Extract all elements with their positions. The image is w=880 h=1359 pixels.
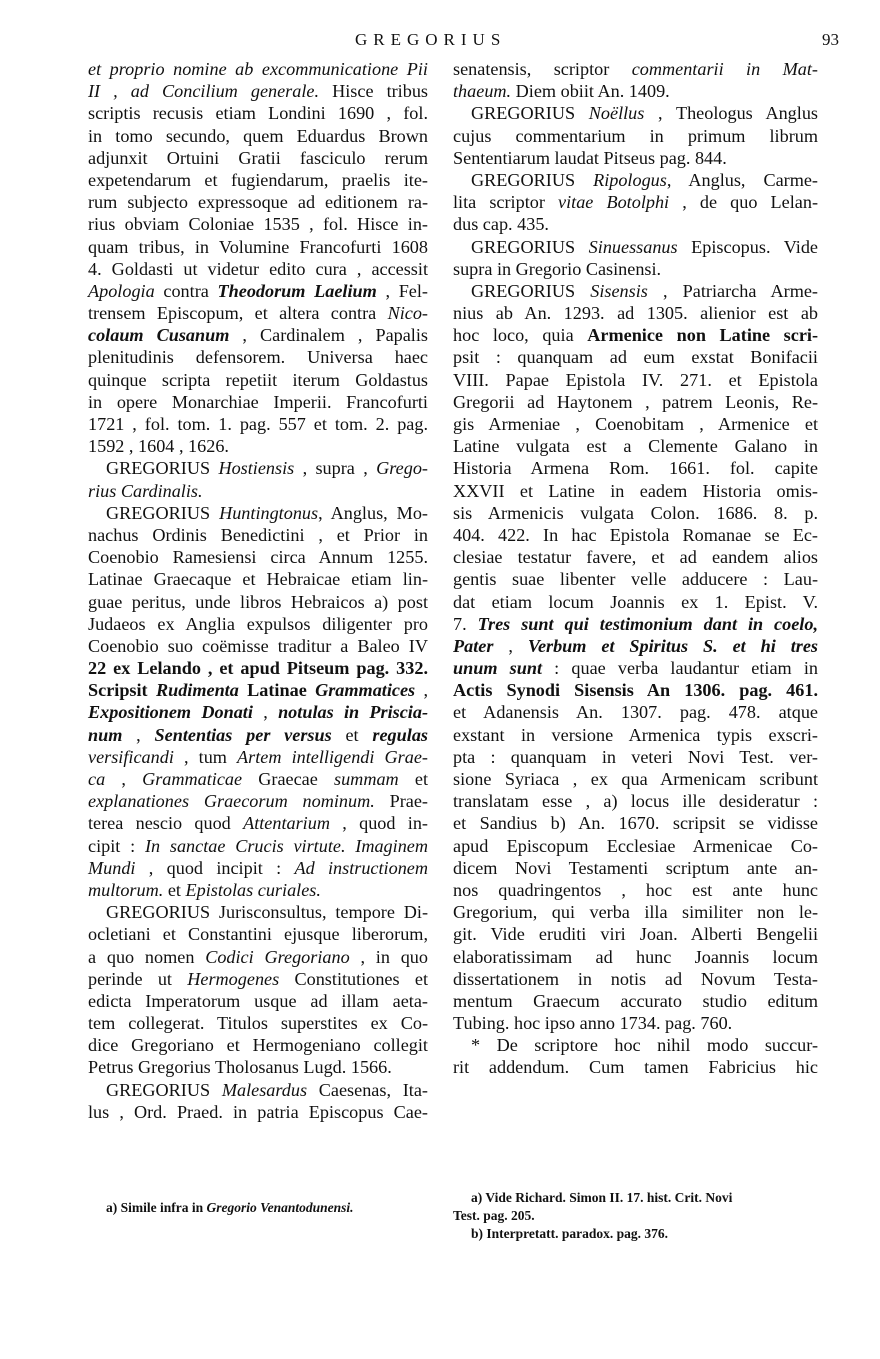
- text-run: et: [398, 769, 428, 789]
- text-line: [453, 613, 818, 635]
- text-run: Verbum et Spiritus S. et hi tres: [527, 635, 819, 656]
- text-run: Diem obiit An. 1409.: [511, 81, 670, 102]
- text-line: [88, 946, 428, 968]
- text-line: [88, 635, 428, 657]
- text-run: dicem Novi Testamenti scriptum ante an-: [453, 857, 818, 878]
- text-line: [453, 879, 818, 901]
- text-line: [453, 724, 818, 746]
- text-line: [453, 502, 818, 524]
- text-line: [453, 369, 818, 391]
- text-line: [453, 102, 818, 124]
- text-run: ,: [415, 680, 428, 701]
- text-line: [453, 968, 818, 990]
- text-line: [453, 679, 818, 701]
- text-line: [453, 923, 818, 945]
- text-line: [453, 701, 818, 723]
- page-number: 93: [822, 30, 839, 49]
- text-line: [88, 258, 428, 280]
- text-line: [453, 901, 818, 923]
- text-run: rius Cardinalis.: [88, 480, 203, 501]
- text-line: [88, 191, 428, 213]
- text-run: Sententiarum laudat Pitseus pag. 844.: [453, 147, 727, 168]
- text-line: [88, 1079, 428, 1101]
- text-run: gis Armeniae , Coenobitam , Armenice et: [453, 414, 818, 434]
- text-line: [453, 58, 818, 80]
- text-run: ,: [493, 635, 528, 656]
- text-line: [88, 502, 428, 524]
- text-run: , Theologus Anglus: [644, 103, 818, 124]
- text-run: 404. 422. In hac Epistola Romanae se Ec-: [453, 524, 818, 545]
- text-run: GREGORIUS: [471, 169, 594, 190]
- text-run: lita scriptor: [453, 192, 559, 213]
- text-run: perinde ut: [88, 968, 188, 989]
- text-run: Constitutiones et: [279, 968, 428, 989]
- text-run: Noëllus: [588, 103, 645, 124]
- text-run: In sanctae Crucis virtute. Imaginem: [144, 835, 428, 856]
- text-run: summam: [334, 769, 399, 789]
- text-line: [453, 524, 818, 546]
- text-line: [453, 457, 818, 479]
- text-line: [453, 435, 818, 457]
- text-run: , supra ,: [294, 458, 377, 479]
- text-run: Epistolas curiales.: [185, 879, 321, 900]
- text-line: [88, 302, 428, 324]
- text-line: [453, 946, 818, 968]
- text-line: [88, 812, 428, 834]
- text-run: ocletiani et Constantini ejusque liberorum,: [88, 924, 428, 945]
- text-run: Latine vulgata est a Clemente Galano in: [453, 436, 818, 457]
- text-run: Rudimenta: [155, 680, 239, 701]
- text-run: ca: [88, 769, 106, 789]
- text-run: GREGORIUS: [106, 458, 219, 479]
- text-run: thaeum.: [453, 81, 512, 102]
- text-run: GREGORIUS Jurisconsultus, tempore Di-: [106, 902, 428, 923]
- text-run: sione Syriaca , ex qua Armenicam scribunt: [453, 769, 818, 789]
- text-line: [453, 302, 818, 324]
- text-line: [453, 835, 818, 857]
- text-run: Theodorum Laelium: [217, 280, 377, 301]
- running-head: [0, 30, 880, 54]
- text-run: Tubing. hoc ipso anno 1734. pag. 760.: [453, 1013, 733, 1034]
- text-line: [88, 613, 428, 635]
- text-line: [88, 679, 428, 701]
- text-run: Sententias per versus: [154, 724, 332, 745]
- text-run: clesiae testatur favere, et ad eandem alios: [453, 547, 818, 568]
- text-run: , Patriarcha Arme-: [647, 280, 818, 301]
- text-run: Artem intelligendi Grae-: [237, 746, 428, 767]
- text-run: Grammaticae: [142, 769, 243, 789]
- text-run: GREGORIUS: [471, 280, 591, 301]
- text-line: [453, 657, 818, 679]
- text-line: [88, 1199, 428, 1217]
- text-run: Apologia: [88, 280, 155, 301]
- text-run: Scripsit: [88, 680, 156, 701]
- text-line: [453, 1207, 818, 1225]
- running-title: GREGORIUS: [355, 30, 507, 49]
- text-line: [453, 790, 818, 812]
- text-run: dat etiam locum Joannis ex 1. Epist. V.: [453, 591, 818, 612]
- text-line: [453, 80, 818, 102]
- text-run: : quae verba laudantur etiam in: [542, 658, 818, 679]
- text-run: cipit :: [88, 835, 145, 856]
- text-run: notulas in Priscia-: [278, 702, 429, 723]
- text-run: in opere Monarchiae Imperii. Francofurti: [88, 391, 428, 412]
- footnotes-right: [453, 1189, 818, 1243]
- text-run: Nico-: [387, 303, 428, 324]
- text-run: Hisce tribus: [319, 81, 428, 102]
- text-line: [453, 1012, 818, 1034]
- text-line: [88, 990, 428, 1012]
- right-column: [453, 58, 818, 1079]
- text-run: 7.: [453, 613, 478, 634]
- text-run: Caesenas, Ita-: [307, 1079, 428, 1100]
- text-run: VIII. Papae Epistola IV. 271. et Epistola: [453, 369, 818, 390]
- text-run: guae peritus, unde libros Hebraicos a) post: [88, 591, 428, 612]
- text-run: git. Vide eruditi viri Joan. Alberti Bengelii: [453, 924, 818, 945]
- text-run: GREGORIUS: [471, 103, 589, 124]
- text-line: [453, 857, 818, 879]
- text-run: 22 ex Lelando , et apud Pitseum pag. 332.: [88, 658, 428, 679]
- text-run: et: [163, 879, 186, 900]
- text-line: [88, 724, 428, 746]
- text-run: , Anglus, Mo-: [318, 502, 428, 523]
- text-run: a) Simile infra in: [106, 1200, 207, 1215]
- text-line: [453, 568, 818, 590]
- text-run: Grammatices: [315, 680, 416, 701]
- text-run: 4. Goldasti ut videtur edito cura , accessit: [88, 258, 428, 279]
- text-run: Tres sunt qui testimonium dant in coelo,: [477, 613, 818, 634]
- text-line: [453, 1034, 818, 1056]
- text-run: gentis suae libenter velle adducere : Lau-: [453, 569, 818, 590]
- text-line: [88, 524, 428, 546]
- text-line: [88, 324, 428, 346]
- text-run: apud Episcopum Ecclesiae Armenicae Co-: [453, 835, 818, 856]
- text-line: [453, 213, 818, 235]
- text-run: senatensis, scriptor: [453, 59, 632, 79]
- text-run: , in quo: [349, 946, 428, 967]
- text-run: Latinae Graecaque et Hebraicae etiam lin-: [88, 569, 428, 590]
- text-run: Attentarium: [243, 813, 330, 834]
- text-run: XXVII et Latine in eadem Historia omis-: [453, 480, 818, 501]
- text-run: Hermogenes: [187, 968, 280, 989]
- text-run: expetendarum et fugiendarum, praelis ite-: [88, 169, 428, 190]
- text-run: ,: [252, 702, 279, 723]
- text-run: adjunxit Ortuini Gratii fasciculo rerum: [88, 147, 428, 168]
- text-line: [453, 280, 818, 302]
- text-run: scriptis recusis etiam Londini 1690 , fol.: [88, 103, 428, 124]
- text-line: [88, 923, 428, 945]
- text-line: [88, 147, 428, 169]
- text-run: , Fel-: [376, 280, 428, 301]
- text-line: [453, 413, 818, 435]
- text-run: GREGORIUS: [471, 236, 589, 257]
- text-run: rum subjecto expressoque ad editionem ra-: [88, 192, 428, 213]
- text-line: [88, 968, 428, 990]
- text-line: [88, 435, 428, 457]
- text-line: [88, 480, 428, 502]
- text-run: rit addendum. Cum tamen Fabricius hic: [453, 1057, 818, 1078]
- text-line: [453, 746, 818, 768]
- text-run: quam tribus, in Volumine Francofurti 1608: [88, 236, 428, 257]
- text-run: terea nescio quod: [88, 813, 244, 834]
- text-run: exstant in versione Armenica typis exscri-: [453, 724, 818, 745]
- text-run: Prae-: [374, 791, 428, 812]
- text-run: trensem Episcopum, et altera contra: [88, 303, 388, 324]
- text-line: [453, 258, 818, 280]
- text-run: a quo nomen: [88, 946, 206, 967]
- text-run: dice Gregoriano et Hermogeniano collegit: [88, 1035, 428, 1056]
- text-line: [453, 169, 818, 191]
- footnotes-left: [88, 1199, 428, 1217]
- text-line: [88, 369, 428, 391]
- text-line: [453, 324, 818, 346]
- text-run: Mundi: [88, 857, 136, 878]
- text-line: [453, 635, 818, 657]
- text-run: Expositionem Donati: [88, 702, 253, 723]
- text-run: supra in Gregorio Casinensi.: [453, 258, 662, 279]
- text-run: nachus Ordinis Benedictini , et Prior in: [88, 524, 428, 545]
- text-run: mentum Graecum accurato studio editum: [453, 990, 818, 1011]
- text-run: Test. pag. 205.: [453, 1208, 535, 1223]
- text-line: [88, 835, 428, 857]
- text-line: [88, 1101, 428, 1123]
- text-run: GREGORIUS: [106, 502, 220, 523]
- text-run: vitae Botolphi: [558, 192, 670, 213]
- text-run: Codici Gregoriano: [205, 946, 350, 967]
- text-run: ,: [105, 769, 143, 789]
- text-line: [88, 768, 428, 790]
- text-line: [453, 1189, 818, 1207]
- text-run: unum sunt: [453, 658, 543, 679]
- text-line: [453, 768, 818, 790]
- text-run: et Adanensis An. 1307. pag. 478. atque: [453, 702, 818, 723]
- text-run: , quod incipit :: [135, 857, 295, 878]
- text-line: [88, 213, 428, 235]
- text-line: [88, 102, 428, 124]
- text-line: [88, 701, 428, 723]
- text-run: dus cap. 435.: [453, 214, 549, 235]
- text-run: tem collegerat. Titulos superstites ex Co-: [88, 1013, 428, 1034]
- text-line: [88, 169, 428, 191]
- text-run: et: [331, 724, 373, 745]
- text-run: , quod in-: [329, 813, 428, 834]
- text-run: Coenobio Ramesiensi circa Annum 1255.: [88, 547, 428, 568]
- text-line: [88, 413, 428, 435]
- text-run: hoc loco, quia: [453, 325, 588, 346]
- text-line: [88, 591, 428, 613]
- text-run: , Anglus, Carme-: [666, 169, 818, 190]
- text-run: b) Interpretatt. paradox. pag. 376.: [471, 1226, 668, 1241]
- text-run: edicta Imperatorum usque ad illam aeta-: [88, 990, 428, 1011]
- text-run: , de quo Lelan-: [669, 192, 819, 213]
- text-line: [453, 191, 818, 213]
- text-run: commentarii in Mat-: [631, 59, 818, 79]
- text-run: ,: [122, 724, 155, 745]
- text-run: Gregorii ad Haytonem , patrem Leonis, Re-: [453, 391, 818, 412]
- text-run: explanationes Graecorum nominum.: [88, 791, 375, 812]
- text-line: [88, 58, 428, 80]
- text-run: Ripologus: [593, 169, 667, 190]
- text-line: [453, 147, 818, 169]
- text-line: [453, 125, 818, 147]
- text-line: [88, 1034, 428, 1056]
- text-run: multorum.: [88, 879, 164, 900]
- text-line: [88, 568, 428, 590]
- text-line: [88, 1012, 428, 1034]
- text-run: sis Armenicis vulgata Colon. 1686. 8. p.: [453, 502, 818, 523]
- text-run: Graecae: [242, 769, 335, 789]
- text-line: [88, 280, 428, 302]
- text-line: [453, 480, 818, 502]
- text-run: et Sandius b) An. 1670. scripsit se vidisse: [453, 813, 818, 834]
- text-run: colaum Cusanum: [88, 325, 230, 346]
- text-run: psit : quanquam ad eum exstat Bonifacii: [453, 347, 818, 368]
- text-line: [88, 1056, 428, 1078]
- text-run: quinque scripta repetiit iterum Goldastus: [88, 369, 428, 390]
- text-run: Sinuessanus: [588, 236, 678, 257]
- left-column: [88, 58, 428, 1123]
- text-run: GREGORIUS: [106, 1079, 222, 1100]
- text-line: [453, 812, 818, 834]
- text-run: Hostiensis: [218, 458, 295, 479]
- text-run: Gregorio Venantodunensi.: [206, 1200, 354, 1215]
- text-line: [453, 346, 818, 368]
- text-run: Latinae: [238, 680, 316, 701]
- text-run: pta : quanquam in veteri Novi Test. ver-: [453, 746, 818, 767]
- text-run: * De scriptore hoc nihil modo succur-: [471, 1035, 818, 1056]
- text-run: Malesardus: [221, 1079, 308, 1100]
- text-run: , tum: [173, 746, 238, 767]
- text-run: Huntingtonus: [219, 502, 319, 523]
- text-line: [88, 901, 428, 923]
- text-line: [88, 125, 428, 147]
- text-run: Actis Synodi Sisensis An 1306. pag. 461.: [453, 680, 818, 701]
- text-run: Judaeos ex Anglia expulsos diligenter pro: [88, 613, 428, 634]
- text-run: Gregorium, qui verba illa similiter non le-: [453, 902, 818, 923]
- text-run: 1592 , 1604 , 1626.: [88, 436, 229, 457]
- text-run: , Cardinalem , Papalis: [229, 325, 428, 346]
- text-line: [88, 857, 428, 879]
- text-run: Episcopus. Vide: [677, 236, 818, 257]
- text-line: [453, 990, 818, 1012]
- text-run: Sisensis: [590, 280, 648, 301]
- text-line: [453, 546, 818, 568]
- text-run: regulas: [372, 724, 428, 745]
- text-run: nius ab An. 1293. ad 1305. alienior est ab: [453, 303, 818, 324]
- text-line: [88, 879, 428, 901]
- text-run: in tomo secundo, quem Eduardus Brown: [88, 125, 428, 146]
- text-line: [453, 236, 818, 258]
- text-run: rius obviam Coloniae 1535 , fol. Hisce in-: [88, 214, 428, 235]
- text-line: [453, 591, 818, 613]
- text-run: et proprio nomine ab excommunicatione Pii: [88, 59, 428, 79]
- text-line: [88, 657, 428, 679]
- text-run: Coenobio suo coëmisse traditur a Baleo IV: [88, 635, 428, 656]
- text-line: [88, 546, 428, 568]
- text-line: [88, 391, 428, 413]
- text-run: a) Vide Richard. Simon II. 17. hist. Crit. Novi: [471, 1190, 733, 1205]
- text-line: [88, 80, 428, 102]
- text-run: Petrus Gregorius Tholosanus Lugd. 1566.: [88, 1057, 392, 1078]
- text-run: cujus commentarium in primum librum: [453, 125, 818, 146]
- text-run: Pater: [453, 635, 494, 656]
- text-run: dissertationem in notis ad Novum Testa-: [453, 968, 818, 989]
- text-run: Armenice non Latine scri-: [587, 325, 819, 346]
- text-line: [453, 391, 818, 413]
- text-run: num: [88, 724, 123, 745]
- text-run: 1721 , fol. tom. 1. pag. 557 et tom. 2. pag.: [88, 414, 428, 434]
- text-run: Ad instructionem: [294, 857, 428, 878]
- text-line: [88, 746, 428, 768]
- text-run: lus , Ord. Praed. in patria Episcopus Cae-: [88, 1101, 428, 1122]
- text-line: [88, 236, 428, 258]
- text-line: [88, 346, 428, 368]
- text-run: contra: [154, 280, 218, 301]
- text-run: II , ad Concilium generale.: [88, 81, 320, 102]
- text-line: [453, 1225, 818, 1243]
- text-run: translatam esse , a) locus ille desideratur :: [453, 791, 818, 812]
- text-run: nos quadringentos , hoc est ante hunc: [453, 879, 818, 900]
- text-run: versificandi: [88, 746, 174, 767]
- text-run: elaboratissimam ad hunc Joannis locum: [453, 946, 818, 967]
- text-line: [453, 1056, 818, 1078]
- text-line: [88, 457, 428, 479]
- text-line: [88, 790, 428, 812]
- text-run: Grego-: [376, 458, 428, 479]
- text-run: Historia Armena Rom. 1661. fol. capite: [453, 458, 818, 479]
- text-run: plenitudinis defensorem. Universa haec: [88, 347, 428, 368]
